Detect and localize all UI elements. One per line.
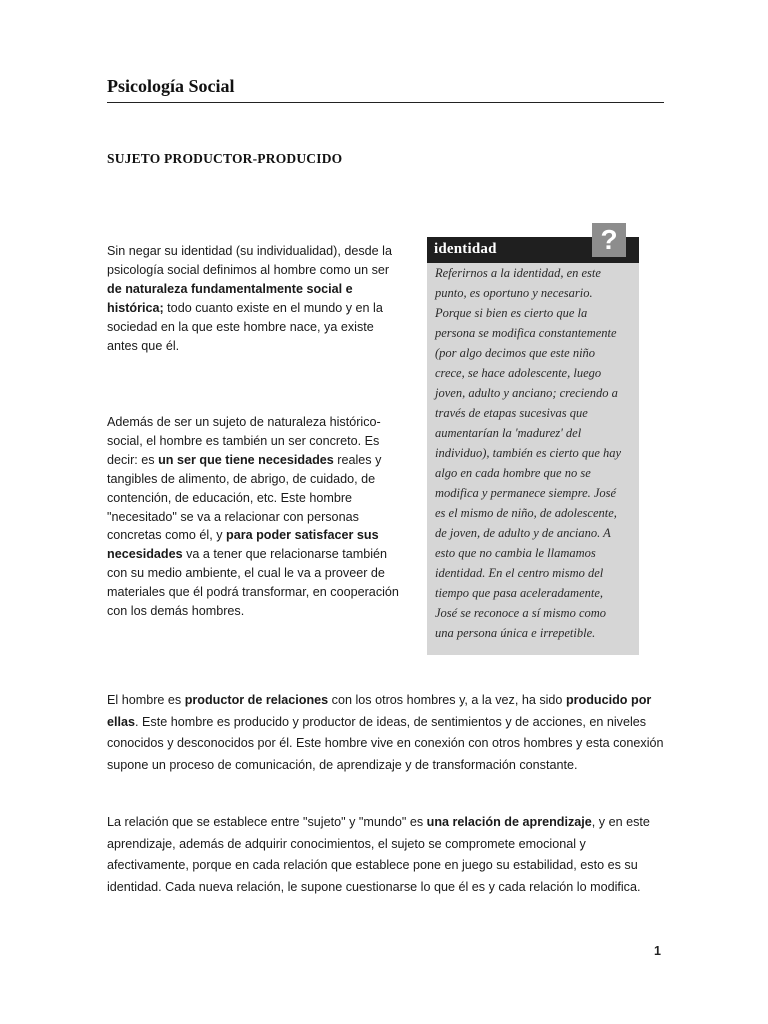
sidebar-text-line: esto que no cambia le llamamos: [435, 546, 596, 560]
sidebar-text-line: punto, es oportuno y necesario.: [435, 286, 593, 300]
paragraph-3-text-end: . Este hombre es producido y productor de ideas, de sentimientos y de acciones, en niveles conocidos y desconocidos por él. Este hombre vive en conexión con otros hombres y esta conexión supone un proceso de comunicación, de aprendizaje y de transformación constante.: [107, 714, 664, 773]
sidebar-text-line: es el mismo de niño, de adolescente,: [435, 506, 617, 520]
paragraph-4-text: La relación que se establece entre "sujeto" y "mundo" es: [107, 815, 427, 829]
sidebar-text-line: una persona única e irrepetible.: [435, 626, 596, 640]
sidebar-text-line: través de etapas sucesivas que: [435, 406, 588, 420]
sidebar-text-line: José se reconoce a sí mismo como: [435, 606, 607, 620]
paragraph-2: [107, 413, 407, 621]
sidebar-text-line: (por algo decimos que este niño: [435, 346, 596, 360]
page-number: 1: [654, 944, 661, 958]
header-divider: [107, 102, 664, 103]
sidebar-text-line: aumentarían la 'madurez' del: [435, 426, 582, 440]
paragraph-3-bold-1: productor de relaciones: [184, 693, 329, 707]
paragraph-4-bold: una relación de aprendizaje: [426, 815, 592, 829]
sidebar-text-line: tiempo que pasa aceleradamente,: [435, 586, 604, 600]
sidebar-text-line: Referirnos a la identidad, en este: [435, 266, 601, 280]
paragraph-4: [107, 812, 667, 899]
paragraph-1: [107, 242, 407, 355]
paragraph-2-text: Además de ser un sujeto de naturaleza histórico-social, el hombre es también un ser concreto. Es decir: es: [107, 415, 381, 467]
paragraph-3-text-mid: con los otros hombres y, a la vez, ha sido: [328, 693, 566, 707]
sidebar-text-line: modifica y permanece siempre. José: [435, 486, 617, 500]
paragraph-4-text-end: , y en este aprendizaje, además de adquirir conocimientos, el sujeto se compromete emocional y afectivamente, porque en cada relación que establece pone en juego su estabilidad, esto es su identidad. Cada nueva relación, le supone cuestionarse lo que él es y cada relación lo modifica.: [107, 815, 650, 895]
paragraph-1-bold: de naturaleza fundamentalmente social e histórica;: [107, 281, 353, 315]
sidebar-text-line: crece, se hace adolescente, luego: [435, 366, 602, 380]
paragraph-3: [107, 690, 667, 777]
paragraph-2-text-mid: reales y tangibles de alimento, de abrigo, de cuidado, de contención, de educación, etc. Este hombre "necesitado" se va a relacionar con personas concretas como él, y: [107, 452, 382, 543]
paragraph-1-text-end: todo cuanto existe en el mundo y en la sociedad en la que este hombre nace, ya existe antes que él.: [107, 300, 383, 353]
page-header-title: Psicología Social: [107, 76, 235, 96]
section-title: SUJETO PRODUCTOR-PRODUCIDO: [107, 151, 343, 166]
paragraph-2-text-end: va a tener que relacionarse también con su medio ambiente, el cual le va a proveer de materiales que él podrá transformar, en cooperación con los demás hombres.: [107, 547, 399, 619]
sidebar-text-line: Porque si bien es cierto que la: [435, 306, 588, 320]
paragraph-3-text: El hombre es: [107, 693, 185, 707]
paragraph-2-bold-1: un ser que tiene necesidades: [158, 452, 334, 467]
sidebar-title: identidad: [434, 241, 497, 257]
sidebar-text-line: de joven, de adulto y de anciano. A: [435, 526, 611, 540]
sidebar-text-line: identidad. En el centro mismo del: [435, 566, 604, 580]
paragraph-1-text: Sin negar su identidad (su individualidad), desde la psicología social definimos al hombre como un ser: [107, 244, 392, 277]
sidebar-text: [435, 263, 637, 643]
sidebar-text-line: joven, adulto y anciano; creciendo a: [435, 386, 618, 400]
paragraph-3-bold-2: producido por ellas: [107, 693, 652, 729]
question-mark-icon: ?: [592, 223, 626, 257]
identidad-sidebar-box: [427, 223, 639, 655]
paragraph-2-bold-2: para poder satisfacer sus necesidades: [107, 528, 379, 562]
sidebar-text-line: persona se modifica constantemente: [435, 326, 617, 340]
sidebar-text-line: algo en cada hombre que no se: [435, 466, 591, 480]
sidebar-body: [427, 263, 639, 655]
sidebar-text-line: individuo), también es cierto que hay: [435, 446, 622, 460]
